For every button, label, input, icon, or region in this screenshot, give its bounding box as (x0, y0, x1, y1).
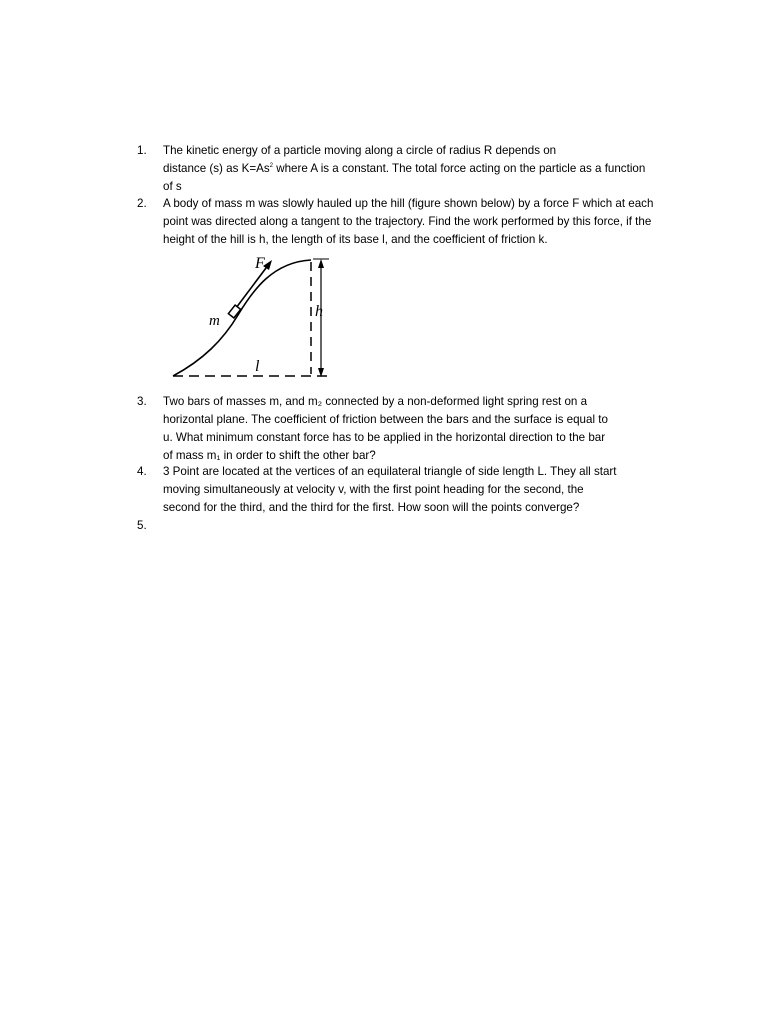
question-line: distance (s) as $K=As^2$ where A is a constant. The total force acting on the particle as a function (163, 162, 646, 175)
height-label: h (315, 303, 323, 320)
question-line: of mass m₁ in order to shift the other bar? (163, 449, 376, 462)
question-number: 2. (137, 197, 147, 210)
question-3 (137, 393, 682, 465)
base-label: l (255, 358, 260, 375)
question-line: horizontal plane. The coefficient of friction between the bars and the surface is equal to (163, 413, 608, 426)
mass-label: m (209, 313, 220, 329)
question-number: 1. (137, 144, 147, 157)
question-line: The kinetic energy of a particle moving along a circle of radius R depends on (163, 144, 557, 157)
question-number: 5. (137, 519, 147, 532)
question-line: second for the third, and the third for the first. How soon will the points converge? (163, 501, 580, 514)
question-1 (137, 142, 682, 196)
superscript: 2 (269, 163, 273, 170)
question-line: u. What minimum constant force has to be applied in the horizontal direction to the bar (163, 431, 606, 444)
question-number: 4. (137, 465, 147, 478)
height-arrowhead-top (318, 259, 324, 268)
question-4 (137, 463, 682, 517)
question-line: moving simultaneously at velocity v, with the first point heading for the second, the (163, 483, 584, 496)
question-number: 3. (137, 395, 147, 408)
question-2 (137, 195, 682, 249)
hill-diagram (163, 250, 333, 383)
hill-curve (173, 260, 311, 376)
question-line: point was directed along a tangent to the trajectory. Find the work performed by this force, if the (163, 215, 652, 228)
question-line: Two bars of masses m, and m₂ connected by a non-deformed light spring rest on a (163, 395, 588, 408)
question-line: height of the hill is h, the length of its base l, and the coefficient of friction k. (163, 233, 548, 246)
question-line: 3 Point are located at the vertices of an equilateral triangle of side length L. They all start (163, 465, 617, 478)
question-line: of s (163, 180, 182, 193)
mass-block (228, 305, 240, 318)
force-label: F (255, 255, 265, 272)
hill-figure (163, 250, 333, 383)
question-line: A body of mass m was slowly hauled up the hill (figure shown below) by a force F which at each (163, 197, 654, 210)
